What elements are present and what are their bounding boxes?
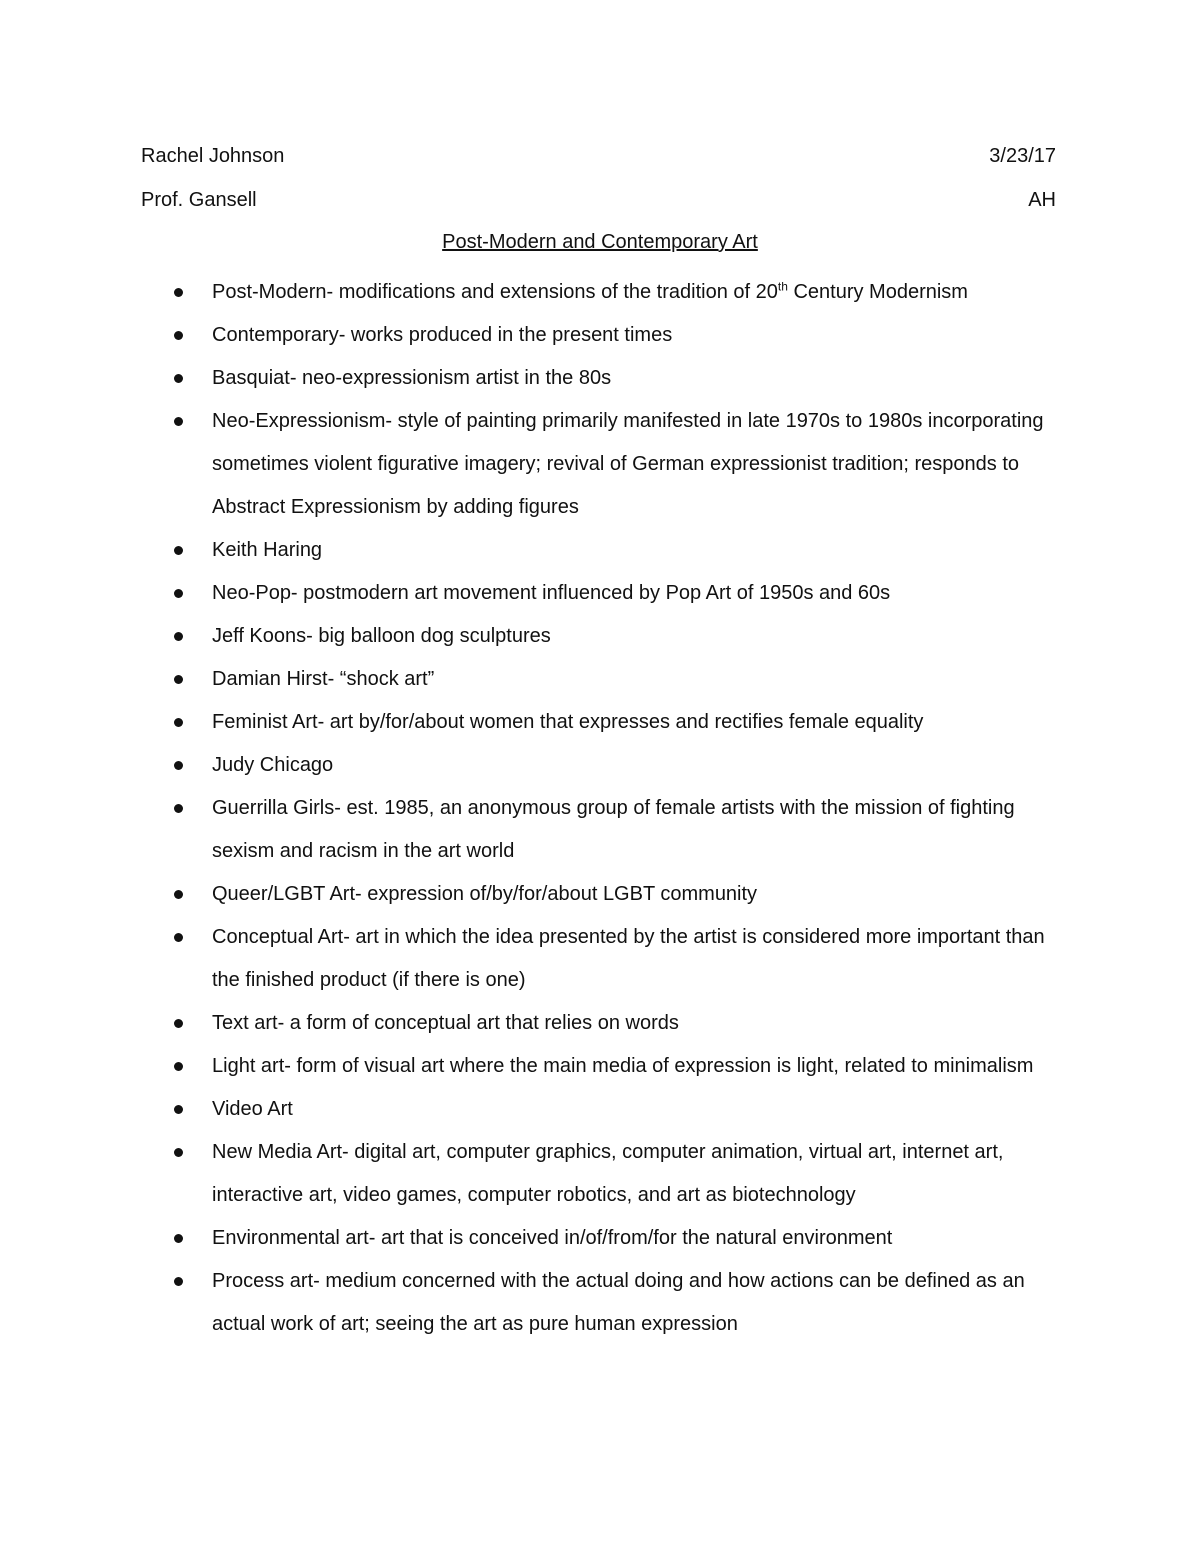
note-text: Environmental art- art that is conceived in/of/from/for the natural environment [212, 1227, 893, 1249]
note-text: Judy Chicago [212, 754, 334, 776]
bullet-icon [174, 331, 183, 340]
note-text: Jeff Koons- big balloon dog sculptures [212, 625, 551, 647]
header-row-1 [141, 142, 1056, 170]
bullet-icon [174, 718, 183, 727]
note-text: Century Modernism [787, 281, 968, 303]
note-text: Light art- form of visual art where the main media of expression is light, related to minimalism [212, 1055, 1034, 1077]
professor-name: Prof. Gansell [141, 189, 257, 211]
list-item [170, 787, 1070, 873]
bullet-icon [174, 1148, 183, 1157]
list-item [170, 572, 1070, 615]
bullet-icon [174, 761, 183, 770]
bullet-icon [174, 1277, 183, 1286]
list-item [170, 529, 1070, 572]
bullet-icon [174, 546, 183, 555]
notes-list [170, 271, 1070, 1346]
list-item [170, 873, 1070, 916]
note-text: Conceptual Art- art in which the idea presented by the artist is considered more important than the finished product (if there is one) [212, 926, 1045, 991]
note-text: Text art- a form of conceptual art that relies on words [212, 1012, 679, 1034]
list-item [170, 1217, 1070, 1260]
bullet-icon [174, 1105, 183, 1114]
document-title: Post-Modern and Contemporary Art [442, 231, 758, 253]
note-text: Process art- medium concerned with the actual doing and how actions can be defined as an actual work of art; seeing the art as pure human expression [212, 1270, 1025, 1335]
list-item [170, 1002, 1070, 1045]
bullet-icon [174, 675, 183, 684]
note-text: Contemporary- works produced in the present times [212, 324, 673, 346]
list-item [170, 615, 1070, 658]
list-item [170, 271, 1070, 314]
list-item [170, 1131, 1070, 1217]
list-item [170, 744, 1070, 787]
list-item [170, 701, 1070, 744]
course-code: AH [1028, 189, 1056, 211]
list-item [170, 1088, 1070, 1131]
date: 3/23/17 [989, 145, 1056, 167]
bullet-icon [174, 933, 183, 942]
note-text: Queer/LGBT Art- expression of/by/for/about LGBT community [212, 883, 758, 905]
list-item [170, 1260, 1070, 1346]
note-text: Guerrilla Girls- est. 1985, an anonymous group of female artists with the mission of fighting sexism and racism in the art world [212, 797, 1015, 862]
bullet-icon [174, 1062, 183, 1071]
list-item [170, 357, 1070, 400]
note-text: Damian Hirst- “shock art” [212, 668, 435, 690]
note-text: Basquiat- neo-expressionism artist in the 80s [212, 367, 612, 389]
bullet-icon [174, 890, 183, 899]
bullet-icon [174, 288, 183, 297]
bullet-icon [174, 804, 183, 813]
bullet-icon [174, 589, 183, 598]
superscript: th [777, 279, 788, 294]
note-text: Neo-Pop- postmodern art movement influenced by Pop Art of 1950s and 60s [212, 582, 891, 604]
list-item [170, 916, 1070, 1002]
note-text: New Media Art- digital art, computer graphics, computer animation, virtual art, internet art, interactive art, video games, computer robotics, and art as biotechnology [212, 1141, 1004, 1206]
bullet-icon [174, 417, 183, 426]
list-item [170, 314, 1070, 357]
note-text: Video Art [212, 1098, 293, 1120]
bullet-icon [174, 1234, 183, 1243]
bullet-icon [174, 374, 183, 383]
bullet-icon [174, 1019, 183, 1028]
note-term: Post-Modern [212, 281, 327, 303]
note-text: Feminist Art- art by/for/about women that expresses and rectifies female equality [212, 711, 924, 733]
note-text: - modifications and extensions of the tradition of 20 [326, 281, 778, 303]
note-text: Keith Haring [212, 539, 323, 561]
student-name: Rachel Johnson [141, 145, 285, 167]
list-item [170, 1045, 1070, 1088]
list-item [170, 658, 1070, 701]
bullet-icon [174, 632, 183, 641]
list-item [170, 400, 1070, 529]
header-row-2 [141, 186, 1056, 214]
note-text: Neo-Expressionism- style of painting primarily manifested in late 1970s to 1980s incorporating sometimes violent figurative imagery; revival of German expressionist tradition; responds to Abstract Expressionism by adding figures [212, 410, 1044, 518]
